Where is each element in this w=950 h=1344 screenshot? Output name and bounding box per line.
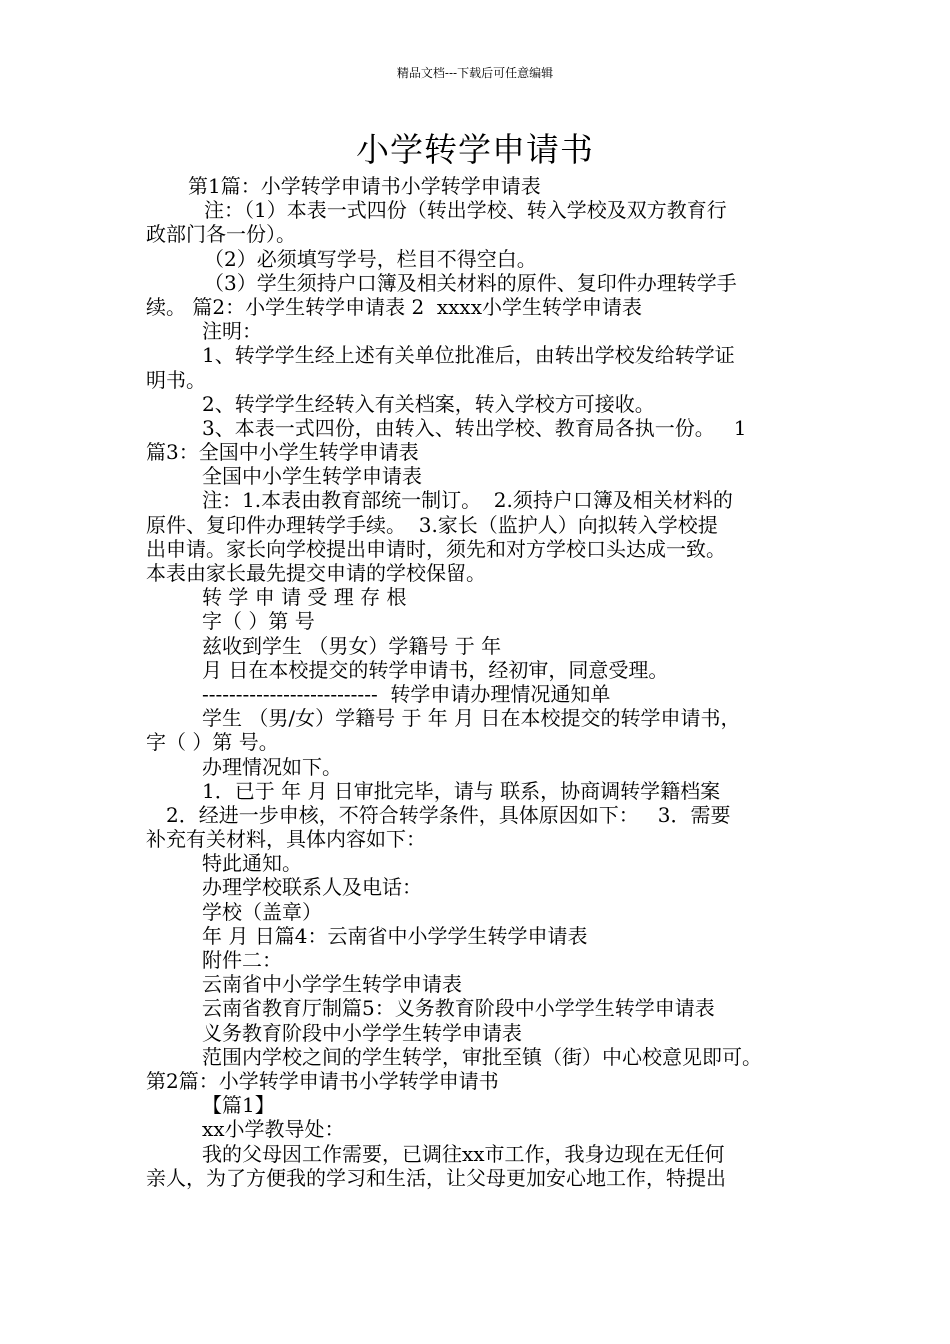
text-line: 1、转学学生经上述有关单位批准后，由转出学校发给转学证: [202, 343, 735, 368]
text-line: 转 学 申 请 受 理 存 根: [202, 585, 407, 610]
text-line: 全国中小学生转学申请表: [202, 464, 422, 489]
text-line: 学生 （男/女）学籍号 于 年 月 日在本校提交的转学申请书，: [202, 706, 741, 731]
text-line: 年 月 日篇4：云南省中小学学生转学申请表: [202, 923, 588, 948]
text-line: （3）学生须持户口簿及相关材料的原件、复印件办理转学手: [204, 270, 737, 295]
page-header: 精品文档---下载后可任意编辑: [396, 66, 554, 80]
text-line: 补充有关材料，具体内容如下：: [146, 827, 426, 852]
text-line: （2）必须填写学号，栏目不得空白。: [204, 246, 537, 271]
text-line: 本表由家长最先提交申请的学校保留。: [146, 561, 486, 585]
text-line: 3、本表一式四份，由转入、转出学校、教育局各执一份。 1: [202, 415, 747, 440]
text-line: 特此通知。: [202, 851, 302, 876]
text-line: 2、转学学生经转入有关档案，转入学校方可接收。: [202, 391, 655, 416]
text-line: 【篇1】: [202, 1093, 275, 1118]
text-line: 篇3：全国中小学生转学申请表: [146, 440, 419, 465]
text-line: 范围内学校之间的学生转学，审批至镇（街）中心校意见即可。: [202, 1044, 762, 1069]
text-line: 明书。: [146, 367, 206, 392]
text-line: 第2篇：小学转学申请书小学转学申请书: [146, 1068, 499, 1093]
text-line: 2．经进一步申核，不符合转学条件，具体原因如下： 3．需要: [166, 802, 731, 827]
text-line: 第1篇：小学转学申请书小学转学申请表: [188, 174, 541, 198]
text-line: 义务教育阶段中小学学生转学申请表: [202, 1020, 522, 1045]
text-line: 1．已于 年 月 日审批完毕，请与 联系，协商调转学籍档案: [202, 778, 721, 803]
text-line: -------------------------- 转学申请办理情况通知单: [202, 681, 611, 706]
text-line: 亲人，为了方便我的学习和生活，让父母更加安心地工作，特提出: [146, 1165, 726, 1190]
document-body: [146, 174, 812, 1190]
document-title: 小学转学申请书: [356, 130, 594, 169]
text-line: 出申请。家长向学校提出申请时，须先和对方学校口头达成一致。: [146, 536, 726, 561]
text-line: 办理情况如下。: [202, 754, 342, 779]
text-line: 注明：: [202, 319, 262, 344]
text-line: xx小学教导处：: [202, 1117, 345, 1142]
text-line: 办理学校联系人及电话：: [202, 875, 422, 900]
text-line: 续。 篇2：小学生转学申请表 2 xxxx小学生转学申请表: [146, 294, 642, 319]
text-line: 兹收到学生 （男女）学籍号 于 年: [202, 633, 502, 658]
text-line: 云南省中小学学生转学申请表: [202, 972, 462, 997]
text-line: 注：（1）本表一式四份（转出学校、转入学校及双方教育行: [204, 198, 727, 223]
text-line: 字（ ）第 号。: [146, 730, 279, 755]
text-line: 学校（盖章）: [202, 899, 322, 924]
text-line: 附件二：: [202, 948, 282, 972]
text-line: 我的父母因工作需要，已调往xx市工作，我身边现在无任何: [202, 1141, 725, 1166]
text-line: 云南省教育厅制篇5：义务教育阶段中小学学生转学申请表: [202, 996, 715, 1021]
text-line: 注：1.本表由教育部统一制订。 2.须持户口簿及相关材料的: [202, 488, 733, 513]
text-line: 政部门各一份）。: [146, 222, 296, 247]
text-line: 原件、复印件办理转学手续。 3.家长（监护人）向拟转入学校提: [146, 512, 718, 537]
text-line: 字（ ）第 号: [202, 609, 315, 634]
text-line: 月 日在本校提交的转学申请书，经初审，同意受理。: [202, 657, 669, 682]
